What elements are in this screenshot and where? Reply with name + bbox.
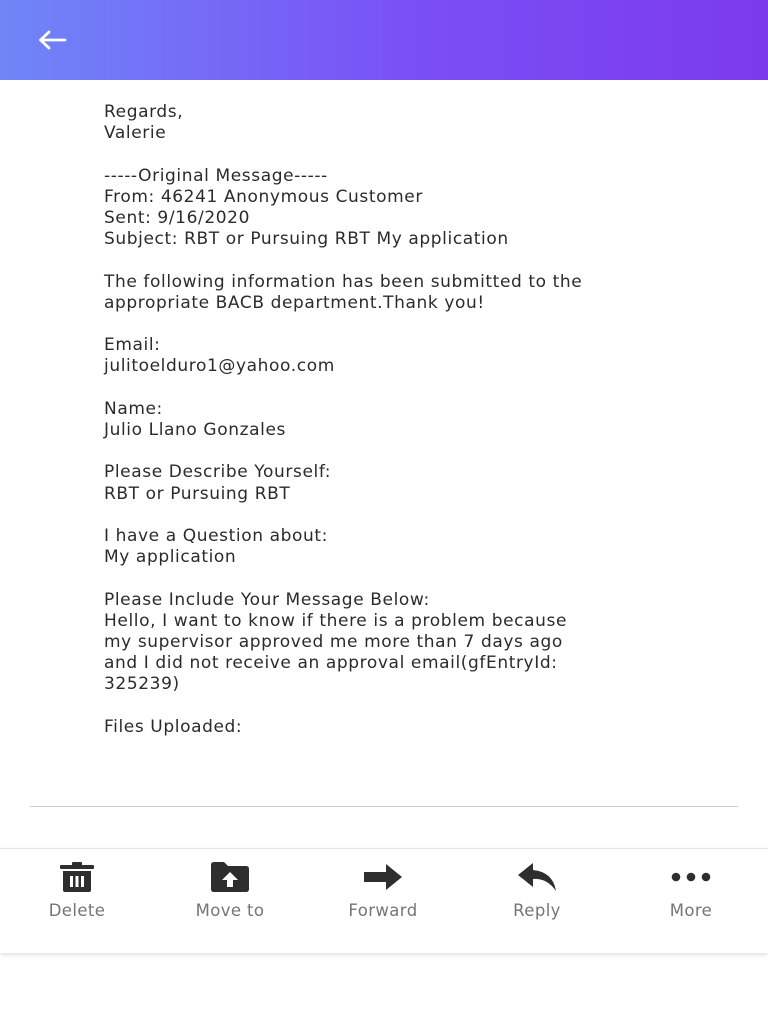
message-line: Please Include Your Message Below:	[104, 589, 430, 610]
message-line: 325239)	[104, 674, 180, 695]
message-line: My application	[104, 547, 237, 568]
message-line: appropriate BACB department.Thank you!	[104, 292, 485, 313]
folder-move-icon	[211, 862, 249, 892]
message-line: Name:	[104, 398, 163, 419]
message-line	[104, 250, 704, 271]
message-line: The following information has been submitted to the	[104, 271, 583, 292]
message-line: my supervisor approved me more than 7 days ago	[104, 631, 563, 652]
delete-button[interactable]	[17, 849, 137, 953]
message-line	[104, 378, 704, 399]
arrow-left-icon	[37, 29, 67, 51]
message-line	[104, 314, 704, 335]
message-line: Julio Llano Gonzales	[104, 419, 286, 440]
forward-label: Forward	[348, 901, 418, 920]
reply-icon	[518, 863, 556, 891]
message-line: Regards,	[104, 102, 184, 122]
more-button[interactable]	[631, 849, 751, 953]
message-line: RBT or Pursuing RBT	[104, 483, 291, 504]
message-line: Valerie	[104, 123, 167, 144]
message-line	[104, 441, 704, 462]
message-line: and I did not receive an approval email(gfEntryId:	[104, 653, 558, 674]
trash-icon	[60, 862, 94, 892]
email-link[interactable]: julitoelduro1@yahoo.com	[104, 356, 335, 377]
more-horizontal-icon	[671, 872, 711, 882]
message-line	[104, 696, 704, 717]
message-line	[104, 568, 704, 589]
message-line: Sent: 9/16/2020	[104, 208, 250, 228]
reply-button[interactable]	[477, 849, 597, 953]
delete-label: Delete	[48, 901, 106, 920]
message-line: I have a Question about:	[104, 525, 328, 546]
message-line	[104, 144, 704, 165]
content-divider	[30, 806, 738, 807]
arrow-right-icon	[364, 864, 402, 890]
message-line: Hello, I want to know if there is a problem because	[104, 610, 568, 631]
more-label: More	[669, 901, 713, 920]
message-line: Please Describe Yourself:	[104, 462, 332, 483]
move-to-button[interactable]	[170, 849, 290, 953]
message-line: Subject: RBT or Pursuing RBT My application	[104, 229, 509, 250]
message-line: Email:	[104, 335, 161, 356]
back-button[interactable]	[30, 22, 74, 58]
message-line: From: 46241 Anonymous Customer	[104, 186, 423, 207]
move-to-label: Move to	[195, 901, 265, 920]
message-body	[104, 102, 704, 738]
app-header	[0, 0, 768, 80]
forward-button[interactable]	[323, 849, 443, 953]
message-line: -----Original Message-----	[104, 165, 328, 186]
action-toolbar	[0, 848, 768, 953]
reply-label: Reply	[513, 901, 561, 920]
message-line: Files Uploaded:	[104, 716, 243, 737]
message-line	[104, 505, 704, 526]
